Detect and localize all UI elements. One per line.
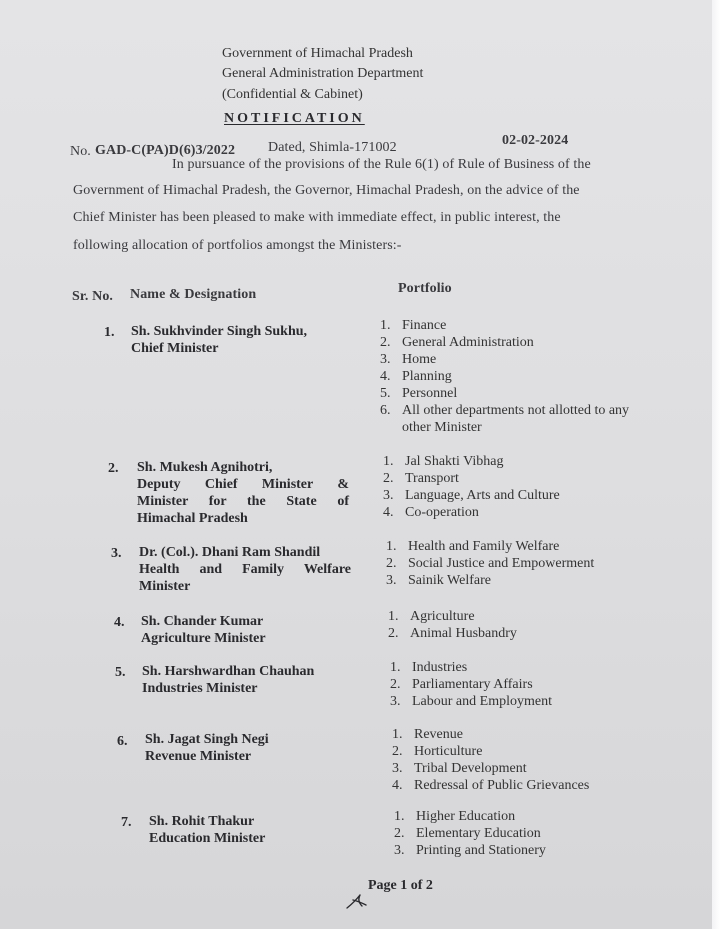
minister-3-portfolios [386, 538, 594, 589]
ref-dated: Dated, Shimla-171002 [268, 140, 397, 155]
minister-7-portfolios [394, 808, 546, 859]
header-government: Government of Himachal Pradesh [222, 46, 413, 61]
minister-3-designation-line-2: Minister [139, 579, 191, 594]
portfolio-item: 1. Finance [380, 318, 447, 333]
minister-2-name [137, 459, 349, 527]
header-section: (Confidential & Cabinet) [222, 87, 363, 102]
portfolio-item: 5. Personnel [380, 386, 458, 401]
portfolio-item: 1. Industries [390, 660, 468, 675]
page-number: Page 1 of 2 [368, 878, 433, 893]
portfolio-item: 4. Redressal of Public Grievances [392, 778, 590, 793]
minister-6-designation: Revenue Minister [145, 749, 252, 764]
minister-4-name-line-1: Sh. Chander Kumar [141, 614, 264, 629]
minister-2-designation-line-3: Himachal Pradesh [137, 511, 248, 526]
minister-6-name [145, 731, 269, 765]
initials-mark [344, 886, 374, 912]
portfolio-item: 1. Higher Education [394, 809, 516, 824]
portfolio-item: 1. Jal Shakti Vibhag [383, 454, 504, 469]
portfolio-item: 6. All other departments not allotted to any [380, 403, 630, 418]
portfolio-item: 1. Agriculture [388, 609, 475, 624]
ref-no-label: No. [70, 144, 91, 159]
minister-5-name-line-1: Sh. Harshwardhan Chauhan [142, 664, 315, 679]
portfolio-item: 1. Health and Family Welfare [386, 539, 560, 554]
minister-2-designation-line-2: Minister for the State of [137, 494, 349, 509]
notification-title: NOTIFICATION [224, 111, 365, 126]
col-header-portfolio: Portfolio [398, 281, 452, 296]
minister-1-portfolios [380, 317, 629, 436]
portfolio-item: 4. Co-operation [383, 505, 479, 520]
portfolio-item: 3. Printing and Stationery [394, 843, 546, 858]
col-header-name: Name & Designation [130, 287, 257, 302]
paragraph-line-3: Chief Minister has been pleased to make with immediate effect, in public interest, the [73, 210, 561, 225]
minister-4-portfolios [388, 608, 517, 642]
portfolio-item: 2. Social Justice and Empowerment [386, 556, 595, 571]
minister-5-designation: Industries Minister [142, 681, 258, 696]
portfolio-item: 3. Language, Arts and Culture [383, 488, 560, 503]
minister-3-designation-line-1: Health and Family Welfare [139, 562, 351, 577]
minister-2-portfolios [383, 453, 560, 521]
col-header-sr: Sr. No. [72, 289, 114, 304]
minister-7-name-line-1: Sh. Rohit Thakur [149, 814, 255, 829]
paragraph-line-1: In pursuance of the provisions of the Rule 6(1) of Rule of Business of the [172, 157, 591, 172]
portfolio-item: 3. Labour and Employment [390, 694, 552, 709]
minister-7-designation: Education Minister [149, 831, 266, 846]
minister-1-sr: 1. [104, 325, 115, 340]
ref-number: GAD-C(PA)D(6)3/2022 [95, 143, 236, 158]
minister-4-designation: Agriculture Minister [141, 631, 266, 646]
minister-6-name-line-1: Sh. Jagat Singh Negi [145, 732, 269, 747]
portfolio-item: other Minister [402, 420, 482, 435]
portfolio-item: 2. Parliamentary Affairs [390, 677, 533, 692]
minister-5-portfolios [390, 659, 552, 710]
portfolio-item: 2. Animal Husbandry [388, 626, 517, 641]
minister-7-name [149, 813, 265, 847]
portfolio-item: 4. Planning [380, 369, 452, 384]
minister-5-sr: 5. [115, 665, 126, 680]
minister-4-name [141, 613, 266, 647]
paragraph-line-4: following allocation of portfolios amongst the Ministers:- [73, 238, 402, 253]
portfolio-item: 3. Tribal Development [392, 761, 527, 776]
minister-2-designation-line-1: Deputy Chief Minister & [137, 477, 349, 492]
minister-3-name [139, 544, 351, 595]
page-edge [712, 0, 720, 929]
portfolio-item: 1. Revenue [392, 727, 463, 742]
ref-date: 02-02-2024 [502, 133, 569, 148]
minister-6-sr: 6. [117, 734, 128, 749]
portfolio-item: 2. General Administration [380, 335, 534, 350]
minister-1-name-line-1: Sh. Sukhvinder Singh Sukhu, [131, 324, 308, 339]
minister-6-portfolios [392, 726, 589, 794]
minister-1-name [131, 323, 307, 357]
portfolio-item: 2. Horticulture [392, 744, 483, 759]
portfolio-item: 2. Transport [383, 471, 459, 486]
portfolio-item: 3. Sainik Welfare [386, 573, 491, 588]
minister-7-sr: 7. [121, 815, 132, 830]
minister-3-sr: 3. [111, 546, 122, 561]
minister-1-designation: Chief Minister [131, 341, 219, 356]
paragraph-line-2: Government of Himachal Pradesh, the Governor, Himachal Pradesh, on the advice of the [73, 183, 580, 198]
minister-5-name [142, 663, 314, 697]
minister-2-name-line-1: Sh. Mukesh Agnihotri, [137, 460, 273, 475]
minister-2-sr: 2. [108, 461, 119, 476]
minister-4-sr: 4. [114, 615, 125, 630]
header-department: General Administration Department [222, 66, 424, 81]
portfolio-item: 3. Home [380, 352, 437, 367]
minister-3-name-line-1: Dr. (Col.). Dhani Ram Shandil [139, 545, 321, 560]
portfolio-item: 2. Elementary Education [394, 826, 541, 841]
